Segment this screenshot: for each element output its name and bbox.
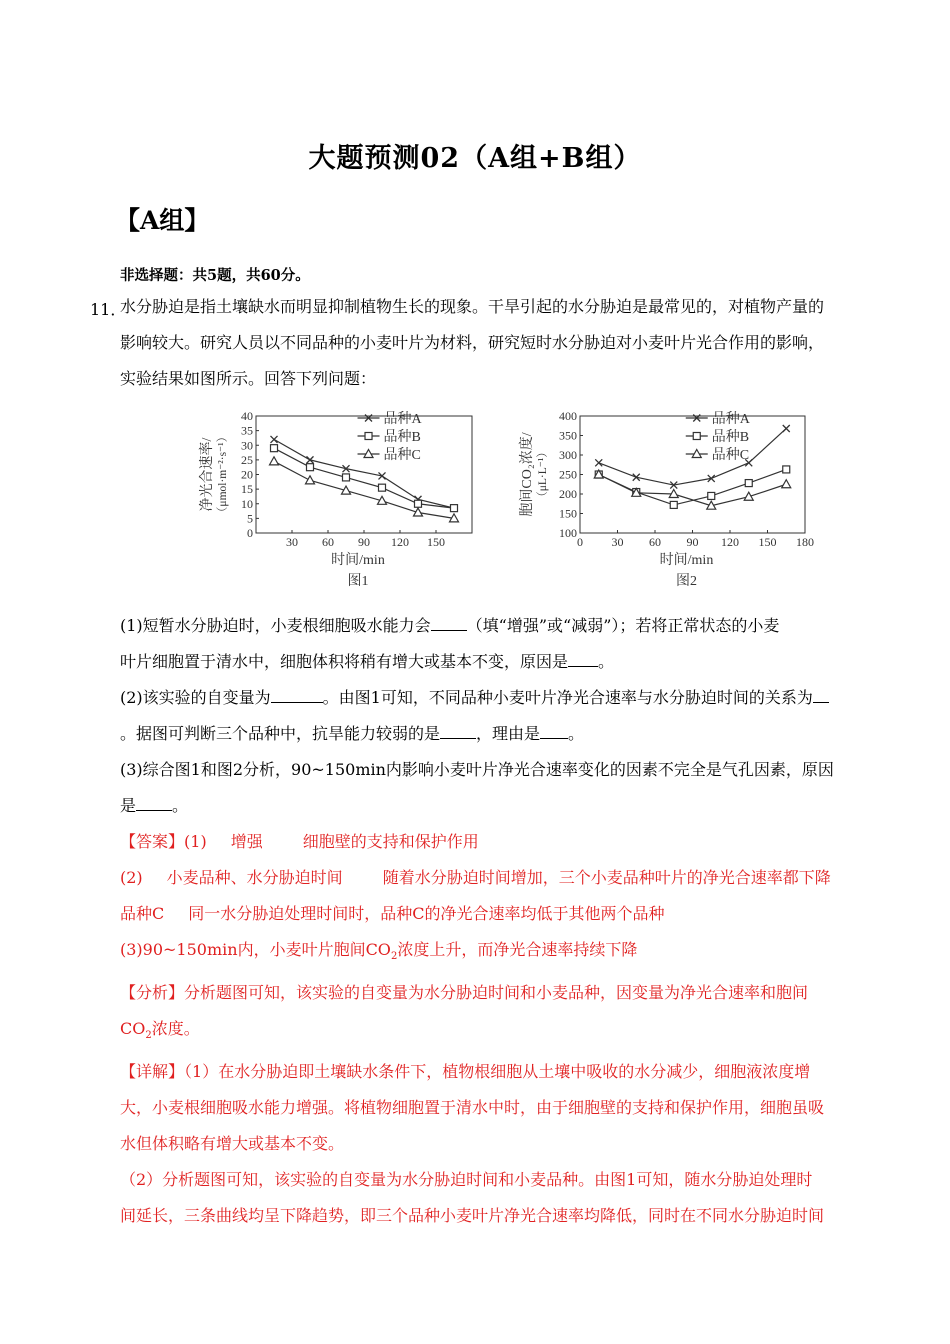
y-tick-label: 400 [559, 409, 577, 423]
y-tick-label: 20 [241, 467, 253, 482]
figure-area [180, 400, 820, 600]
y-tick-label: 10 [241, 496, 253, 511]
data-point [670, 501, 677, 508]
x-tick-label: 90 [358, 535, 370, 549]
answer-line-2: (2) 小麦品种、水分胁迫时间 随着水分胁迫时间增加，三个小麦品种叶片的净光合速率都下降 [120, 868, 831, 887]
x-tick-label: 60 [322, 535, 334, 549]
y-tick-label: 250 [559, 467, 577, 482]
section-intro: 非选择题：共5题，共60分。 [120, 267, 310, 284]
x-tick-label: 120 [721, 535, 739, 549]
x-tick-label: 90 [686, 535, 699, 549]
x-axis-label: 时间/min [331, 553, 385, 568]
y-tick-label: 15 [241, 482, 253, 497]
detail-line-1: 【详解】（1）在水分胁迫即土壤缺水条件下，植物根细胞从土壤中吸收的水分减少，细胞液浓度增 [120, 1062, 811, 1082]
data-point [307, 464, 314, 471]
legend-label: 品种C [711, 448, 750, 463]
legend-label: 品种A [711, 412, 750, 427]
q2-line-2: 。据图可判断三个品种中，抗旱能力较弱的是 ，理由是 。 [120, 724, 585, 743]
chart-figure-2 [495, 400, 825, 600]
series-line [274, 439, 454, 508]
q3-line-1: (3)综合图1和图2分析，90~150min内影响小麦叶片净光合速率变化的因素不完全是气孔因素，原因 [120, 760, 834, 779]
stem-line-2: 影响较大。研究人员以不同品种的小麦叶片为材料，研究短时水分胁迫对小麦叶片光合作用的影响， [120, 333, 825, 352]
analysis-line-1: 【分析】分析题图可知，该实验的自变量为水分胁迫时间和小麦品种，因变量为净光合速率和胞间 [120, 983, 809, 1003]
y-tick-label: 35 [241, 423, 253, 438]
y-tick-label: 150 [559, 506, 577, 521]
stem-line-1: 水分胁迫是指土壤缺水而明显抑制植物生长的现象。干旱引起的水分胁迫是最常见的，对植物产量的 [120, 297, 825, 316]
x-tick-label: 0 [577, 535, 583, 549]
legend-marker [365, 433, 372, 440]
answer-blank[interactable] [813, 688, 829, 703]
data-point [271, 445, 278, 452]
legend-marker [693, 433, 700, 440]
data-point [708, 492, 715, 499]
answer-line-1: 【答案】(1) 增强 细胞壁的支持和保护作用 [120, 832, 479, 851]
answer-blank[interactable] [271, 688, 323, 703]
question-number: 11． [90, 300, 127, 319]
data-point [595, 459, 602, 466]
chart-figure-1 [180, 400, 490, 600]
y-axis-unit: （μmol·m⁻²·s⁻¹） [217, 430, 229, 519]
answer-blank[interactable] [540, 724, 568, 739]
y-tick-label: 300 [559, 448, 577, 462]
x-tick-label: 150 [758, 535, 777, 549]
x-tick-label: 60 [649, 535, 661, 549]
y-tick-label: 30 [241, 438, 253, 453]
page-title: 大题预测02（A组+B组） [308, 143, 642, 174]
sub-question-1 [120, 608, 865, 824]
answer-line-3: 品种C 同一水分胁迫处理时间时，品种C的净光合速率均低于其他两个品种 [120, 904, 665, 923]
q1-line-2: 叶片细胞置于清水中，细胞体积将稍有增大或基本不变，原因是 。 [120, 652, 615, 671]
answer-blank[interactable] [440, 724, 476, 739]
x-axis-label: 时间/min [659, 553, 714, 568]
q1-line-1: (1)短暂水分胁迫时，小麦根细胞吸水能力会 （填“增强”或“减弱”）；若将正常状态的小麦 [120, 616, 780, 635]
y-axis-label: 胞间CO₂浓度/ [520, 432, 535, 517]
legend-label: 品种B [711, 430, 750, 445]
question-stem [120, 289, 865, 397]
data-point [783, 425, 790, 432]
data-point [343, 474, 350, 481]
detail-line-3: 水但体积略有增大或基本不变。 [120, 1134, 345, 1154]
data-point [451, 505, 458, 512]
legend-label: 品种C [383, 448, 421, 463]
answer-blank[interactable] [136, 796, 172, 811]
detail-line-4: （2）分析题图可知，该实验的自变量为水分胁迫时间和小麦品种。由图1可知，随水分胁迫处理时 [120, 1170, 813, 1190]
group-heading: 【A组】 [115, 206, 210, 235]
legend-label: 品种B [383, 430, 421, 445]
y-tick-label: 350 [559, 428, 577, 443]
x-tick-label: 180 [796, 535, 814, 549]
answer-blank[interactable] [431, 616, 467, 631]
data-point [783, 466, 790, 473]
y-tick-label: 5 [247, 511, 253, 526]
legend-label: 品种A [383, 412, 422, 427]
figure-caption: 图1 [347, 574, 369, 589]
q2-line-1: (2)该实验的自变量为 。由图1可知，不同品种小麦叶片净光合速率与水分胁迫时间的关系为 [120, 680, 865, 716]
figure-caption: 图2 [676, 574, 697, 589]
data-point [271, 436, 278, 443]
data-point [782, 480, 791, 488]
q3-line-2: 是 。 [120, 796, 189, 815]
answer-blank[interactable] [568, 652, 598, 667]
y-tick-label: 25 [241, 452, 253, 467]
detail-line-2: 大，小麦根细胞吸水能力增强。将植物细胞置于清水中时，由于细胞壁的支持和保护作用，细胞虽吸 [120, 1098, 825, 1118]
data-point [270, 457, 279, 465]
x-tick-label: 30 [286, 535, 298, 549]
y-axis-unit: （μL·L⁻¹） [537, 446, 549, 503]
y-tick-label: 200 [559, 487, 577, 501]
data-point [379, 484, 386, 491]
y-axis-label: 净光合速率/ [200, 437, 215, 512]
answer-section [120, 824, 865, 1234]
detail-line-5: 间延长，三条曲线均呈下降趋势，即三个品种小麦叶片净光合速率均降低，同时在不同水分胁迫时间 [120, 1206, 825, 1226]
x-tick-label: 30 [611, 535, 624, 549]
stem-line-3: 实验结果如图所示。回答下列问题： [120, 369, 377, 388]
x-tick-label: 120 [391, 535, 409, 549]
data-point [306, 476, 315, 484]
y-tick-label: 0 [247, 526, 253, 540]
y-tick-label: 40 [241, 409, 253, 423]
y-tick-label: 100 [559, 526, 577, 540]
data-point [745, 480, 752, 487]
data-point [415, 500, 422, 507]
analysis-line-2: $CO_2$浓度。 [120, 1019, 200, 1042]
x-tick-label: 150 [427, 535, 445, 549]
answer-line-4: (3)90~150min内，小麦叶片胞间$CO_2$浓度上升，而净光合速率持续下降 [120, 940, 638, 963]
series-line [274, 461, 454, 518]
